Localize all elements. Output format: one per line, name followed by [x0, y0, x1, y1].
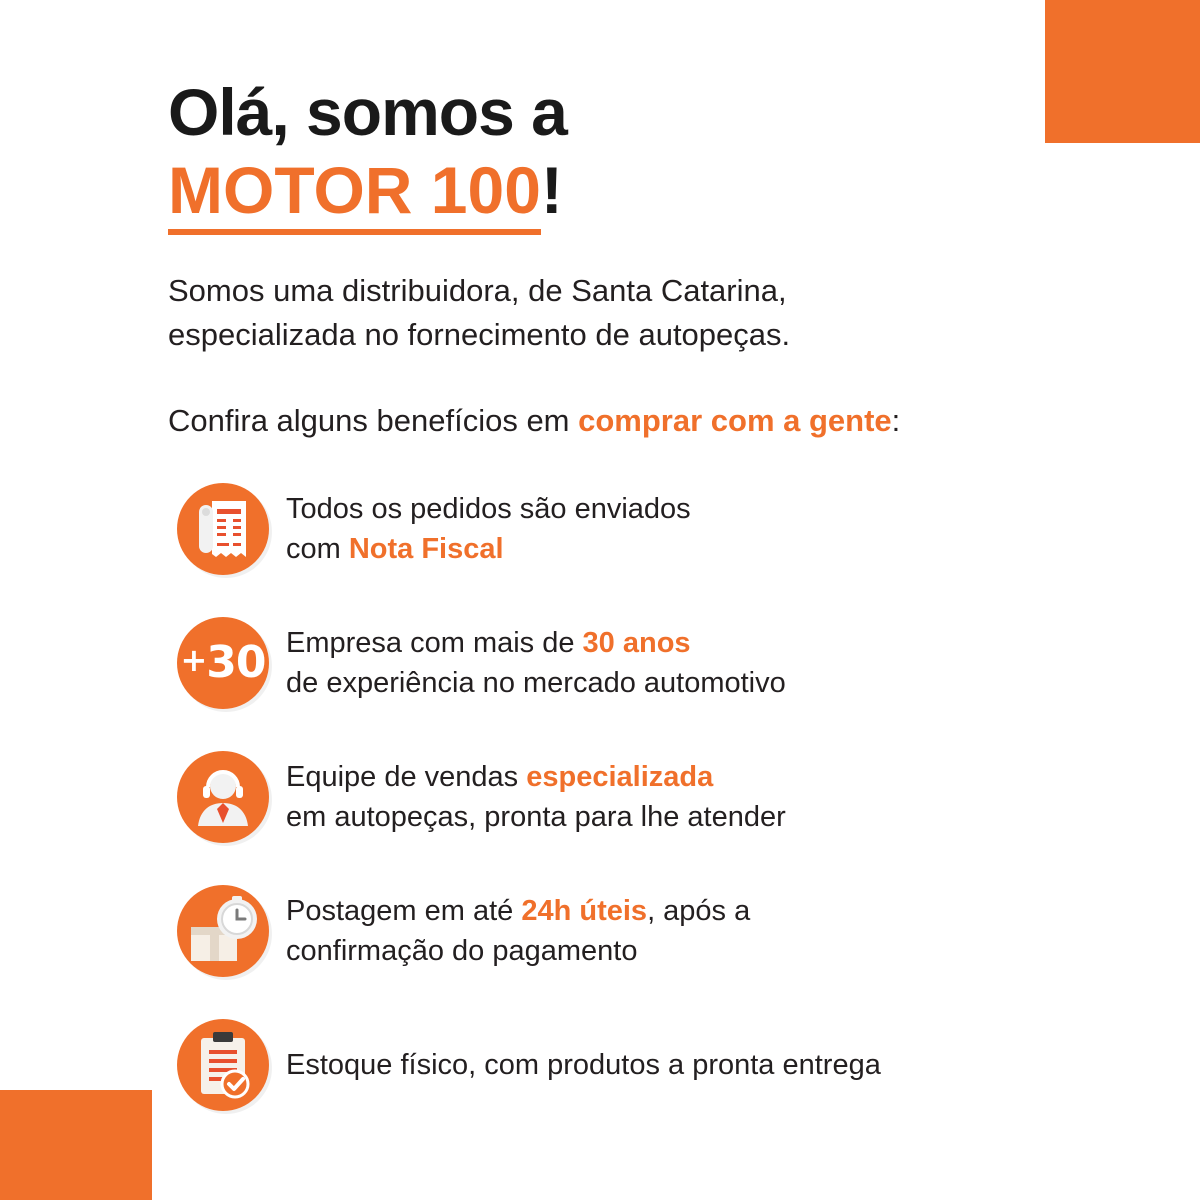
benefits-lead-highlight: comprar com a gente [578, 403, 892, 439]
content-area [168, 75, 1068, 1149]
benefit-text-line1-prefix: Postagem em até [286, 894, 522, 927]
benefit-text-line2: confirmação do pagamento [286, 934, 638, 967]
headline-line-1: Olá, somos a [168, 75, 567, 149]
brand-name: MOTOR 100 [168, 153, 541, 235]
badge-number: 30 [206, 636, 266, 688]
top-right-decoration-square [1045, 0, 1200, 143]
benefits-lead-suffix: : [891, 403, 901, 439]
benefit-text [278, 489, 691, 569]
benefit-icon-wrap [168, 881, 278, 981]
benefit-item-postagem-24h [168, 881, 1068, 981]
benefit-text-line1-prefix: Empresa com mais de [286, 626, 583, 659]
benefit-text-line1: Todos os pedidos são enviados [286, 492, 691, 525]
benefit-icon-wrap [168, 613, 278, 713]
benefit-icon-wrap [168, 1015, 278, 1115]
benefit-text-line1-highlight: especializada [526, 760, 714, 793]
benefit-item-equipe-especializada [168, 747, 1068, 847]
headline-line-2 [168, 147, 1068, 229]
benefit-text [278, 757, 786, 837]
benefit-text-line1-suffix: , após a [647, 894, 751, 927]
plus-30-label [180, 636, 266, 688]
benefit-text [278, 891, 750, 971]
intro-paragraph [168, 269, 988, 357]
plus-30-badge-icon [177, 617, 269, 709]
benefit-icon-wrap [168, 479, 278, 579]
bottom-left-decoration-square [0, 1090, 152, 1200]
benefit-text-line2: de experiência no mercado automotivo [286, 666, 786, 699]
intro-line-2: especializada no fornecimento de autopeças. [168, 317, 791, 353]
benefit-item-estoque-fisico [168, 1015, 1068, 1115]
benefits-lead-prefix: Confira alguns benefícios em [168, 403, 579, 439]
intro-line-1: Somos uma distribuidora, de Santa Catarina, [168, 273, 787, 309]
benefit-item-30-anos [168, 613, 1068, 713]
benefit-text [278, 1045, 881, 1085]
benefit-text [278, 623, 786, 703]
support-agent-icon [177, 751, 269, 843]
benefits-lead [168, 399, 1068, 442]
benefit-item-nota-fiscal [168, 479, 1068, 579]
receipt-icon [177, 483, 269, 575]
headline-exclamation: ! [540, 153, 563, 228]
clipboard-check-icon [177, 1019, 269, 1111]
benefit-text-line2-highlight: Nota Fiscal [348, 532, 504, 565]
benefit-text-line1-prefix: Equipe de vendas [286, 760, 527, 793]
benefit-text-line1-highlight: 24h úteis [521, 894, 648, 927]
benefit-text-line2: em autopeças, pronta para lhe atender [286, 800, 786, 833]
benefits-list [168, 479, 1068, 1115]
benefit-text-line1-highlight: 30 anos [582, 626, 691, 659]
benefit-icon-wrap [168, 747, 278, 847]
stopwatch-box-icon [177, 885, 269, 977]
benefit-text-line2-prefix: com [286, 532, 349, 565]
plus-sign: + [180, 640, 207, 679]
benefit-text-line1: Estoque físico, com produtos a pronta entrega [286, 1048, 881, 1081]
